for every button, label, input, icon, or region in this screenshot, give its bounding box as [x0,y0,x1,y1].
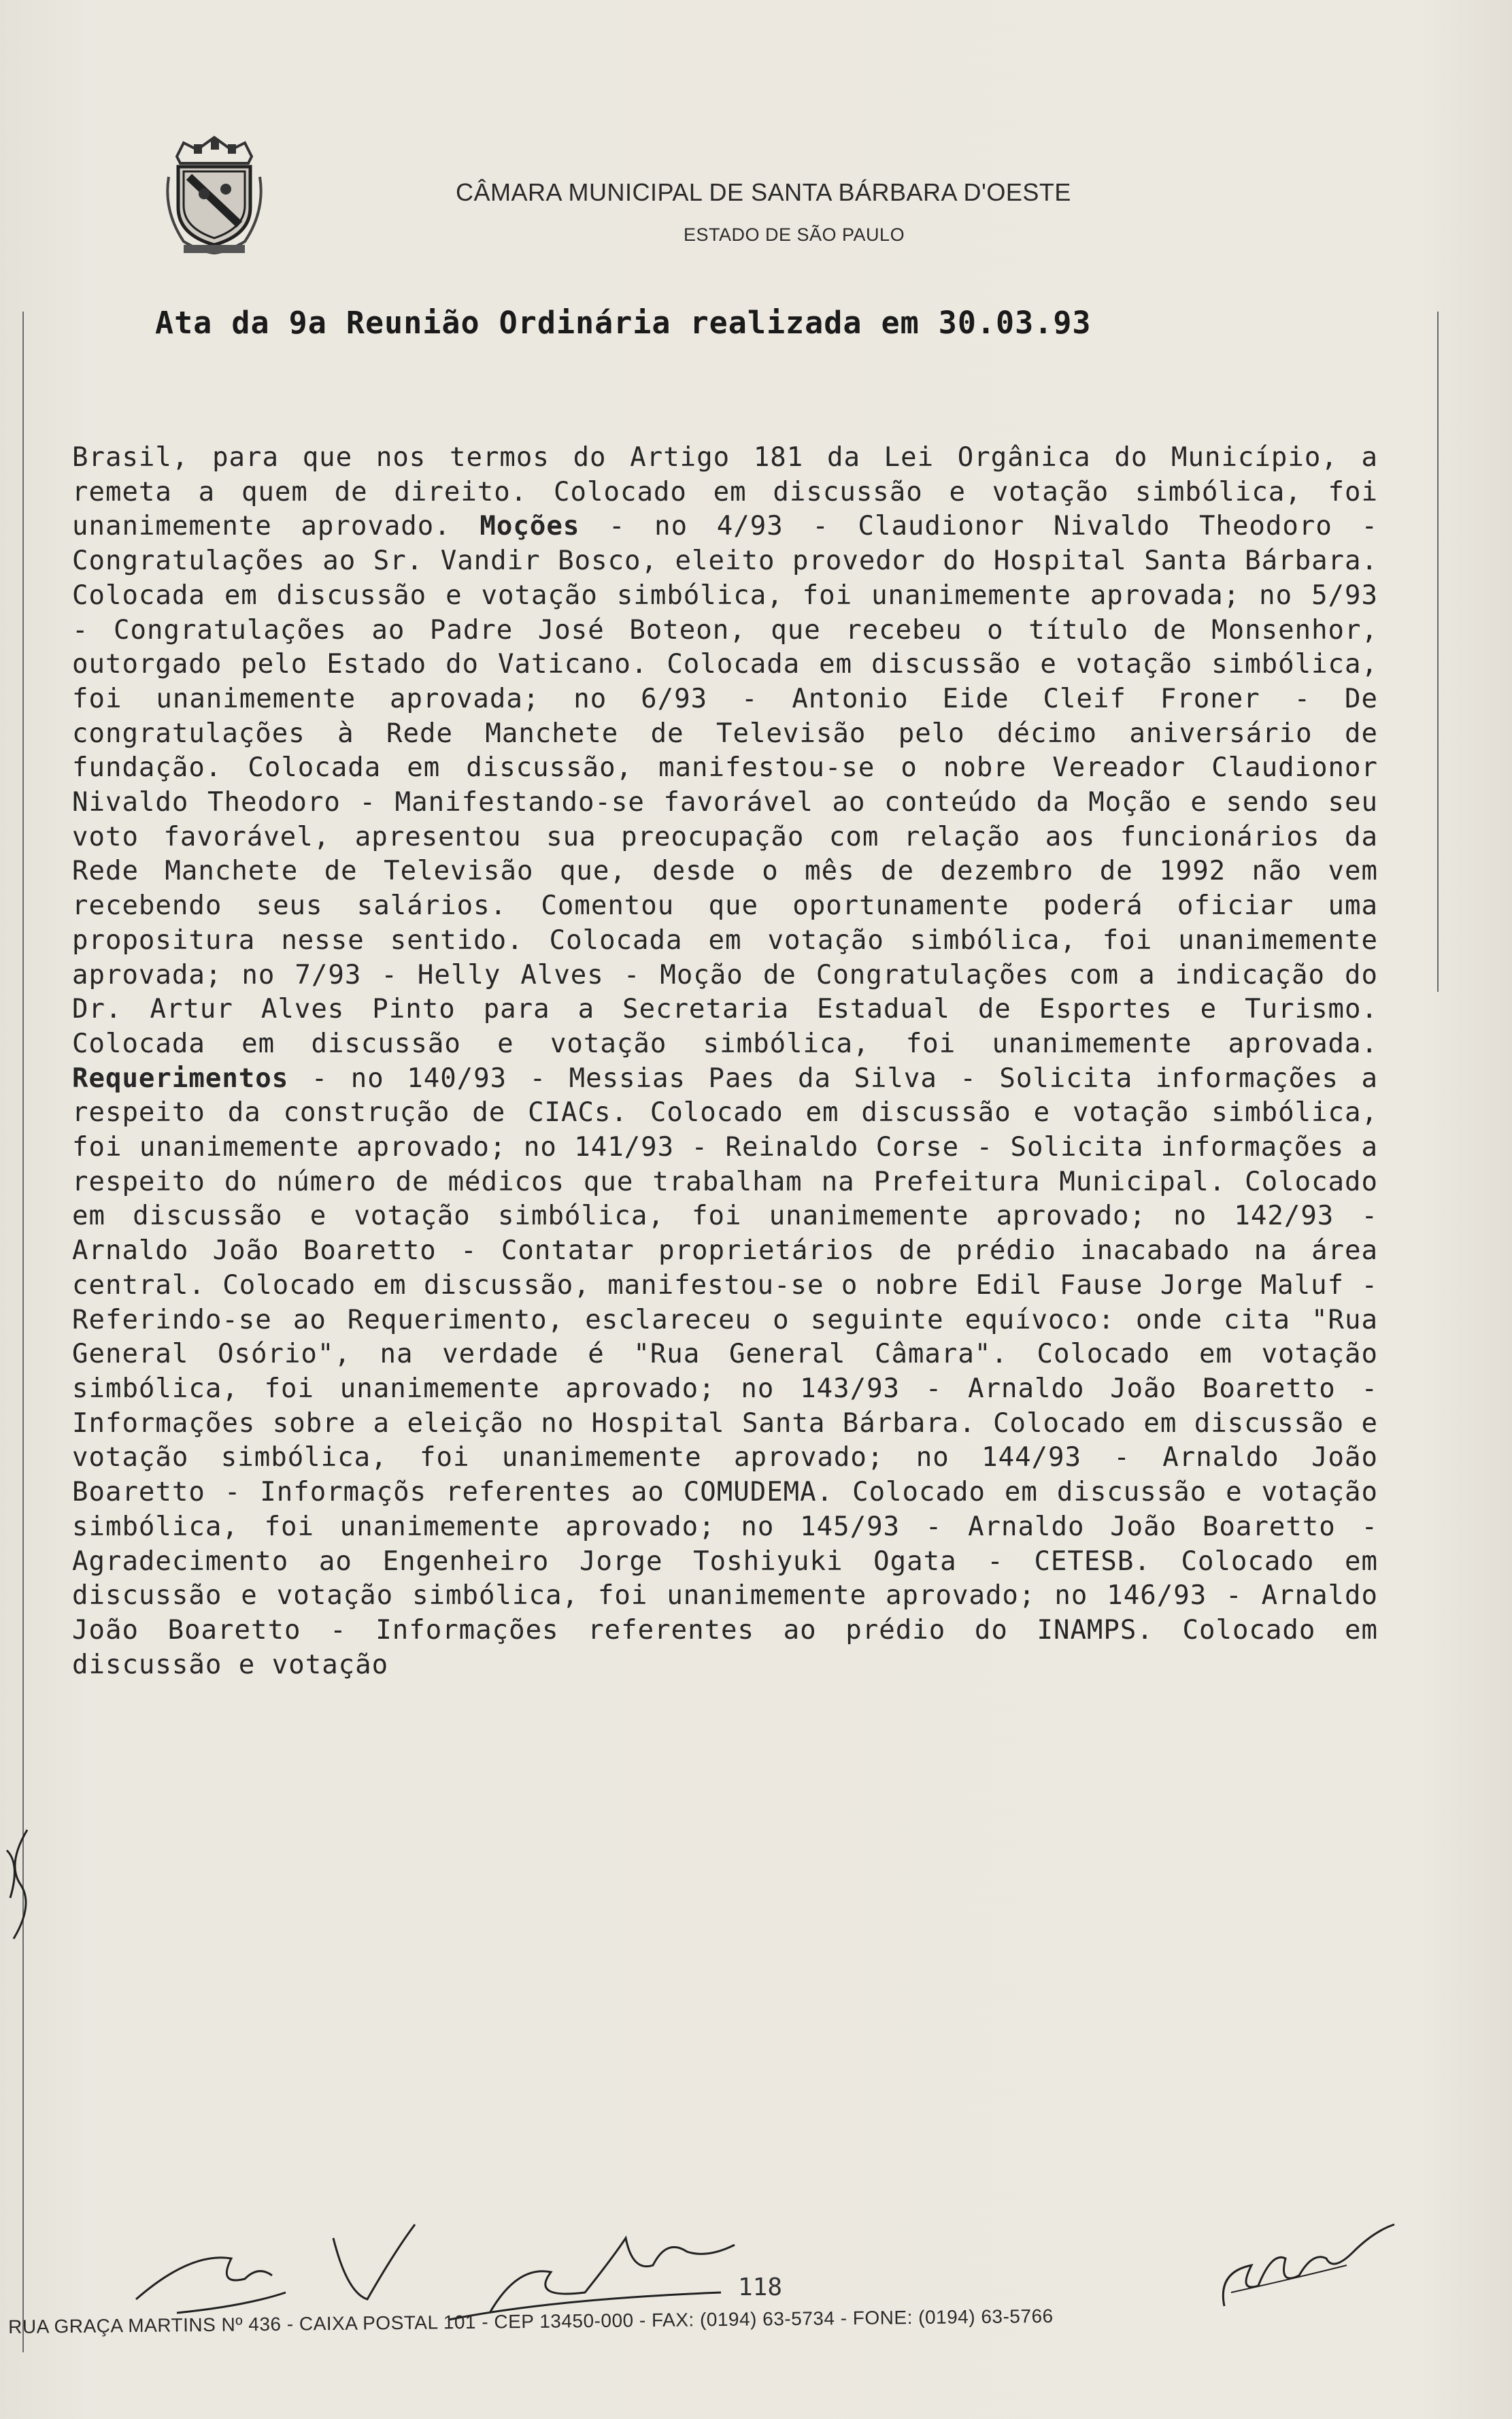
coat-of-arms-icon [163,129,265,255]
handwritten-signature-right [1211,2211,1415,2320]
body-text-part-3: - no 140/93 - Messias Paes da Silva - Solicita informações a respeito da construção de CIACs. Colocado em discussão e votação simbólica, foi unanimemente aprovado; no 141/93 - Reinaldo Corse - Solicita informações a respeito do número de médicos que trabalham na Prefeitura Municipal. Colocado em discussão e votação simbólica, foi unanimemente aprovado; no 142/93 - Arnaldo João Boaretto - Contatar proprietários de prédio inacabado na área central. Colocado em discussão, manifestou-se o nobre Edil Fause Jorge Maluf - Referindo-se ao Requerimento, esclareceu o seguinte equívoco: onde cita "Rua General Osório", na verdade é "Rua General Câmara". Colocado em votação simbólica, foi unanimemente aprovado; no 143/93 - Arnaldo João Boaretto - Informações sobre a eleição no Hospital Santa Bárbara. Colocado em discussão e votação simbólica, foi unanimemente aprovado; no 144/93 - Arnaldo João Boaretto - Informaçõs referentes ao COMUDEMA. Colocado em discussão e votação simbólica, foi unanimemente aprovado; no 145/93 - Arnaldo João Boaretto - Agradecimento ao Engenheiro Jorge Toshiyuki Ogata - CETESB. Colocado em discussão e votação simbólica, foi unanimemente aprovado; no 146/93 - Arnaldo João Boaretto - Informações referentes ao prédio do INAMPS. Colocado em discussão e votação [72,1063,1378,1680]
heading-mocoes: Moções [480,511,580,542]
body-text-part-1: Brasil, para que nos termos do Artigo 181 da Lei Orgânica do Município, a remeta a quem de direito. Colocado em discussão e votação simbólica, foi unanimemente aprovado. [72,442,1378,542]
page-number: 118 [738,2273,783,2301]
margin-signature-mark [0,1823,41,1946]
right-margin-line [1437,312,1439,992]
footer-address: RUA GRAÇA MARTINS Nº 436 - CAIXA POSTAL 101 - CEP 13450-000 - FAX: (0194) 63-5734 - FONE: (0194) 63-5766 [8,2305,1054,2337]
chamber-name: CÂMARA MUNICIPAL DE SANTA BÁRBARA D'OESTE [456,178,1071,206]
body-text-part-2: - no 4/93 - Claudionor Nivaldo Theodoro - Congratulações ao Sr. Vandir Bosco, eleito provedor do Hospital Santa Bárbara. Colocada em discussão e votação simbólica, foi unanimemente aprovada; no 5/93 - Congratulações ao Padre José Boteon, que recebeu o título de Monsenhor, outorgado pelo Estado do Vaticano. Colocada em discussão e votação simbólica, foi unanimemente aprovada; no 6/93 - Antonio Eide Cleif Froner - De congratulações à Rede Manchete de Televisão pelo décimo aniversário de fundação. Colocada em discussão, manifestou-se o nobre Vereador Claudionor Nivaldo Theodoro - Manifestando-se favorável ao conteúdo da Moção e sendo seu voto favorável, apresentou sua preocupação com relação aos funcionários da Rede Manchete de Televisão que, desde o mês de dezembro de 1992 não vem recebendo seus salários. Comentou que oportunamente poderá oficiar uma propositura nesse sentido. Colocada em votação simbólica, foi unanimemente aprovada; no 7/93 - Helly Alves - Moção de Congratulações com a indicação do Dr. Artur Alves Pinto para a Secretaria Estadual de Esportes e Turismo. Colocada em discussão e votação simbólica, foi unanimemente aprovada. [72,511,1378,1059]
state-name: ESTADO DE SÃO PAULO [684,224,905,245]
minutes-title: Ata da 9a Reunião Ordinária realizada em 30.03.93 [155,305,1092,341]
left-margin-line [22,312,24,2352]
minutes-body [72,441,1378,1682]
heading-requerimentos: Requerimentos [72,1063,289,1094]
